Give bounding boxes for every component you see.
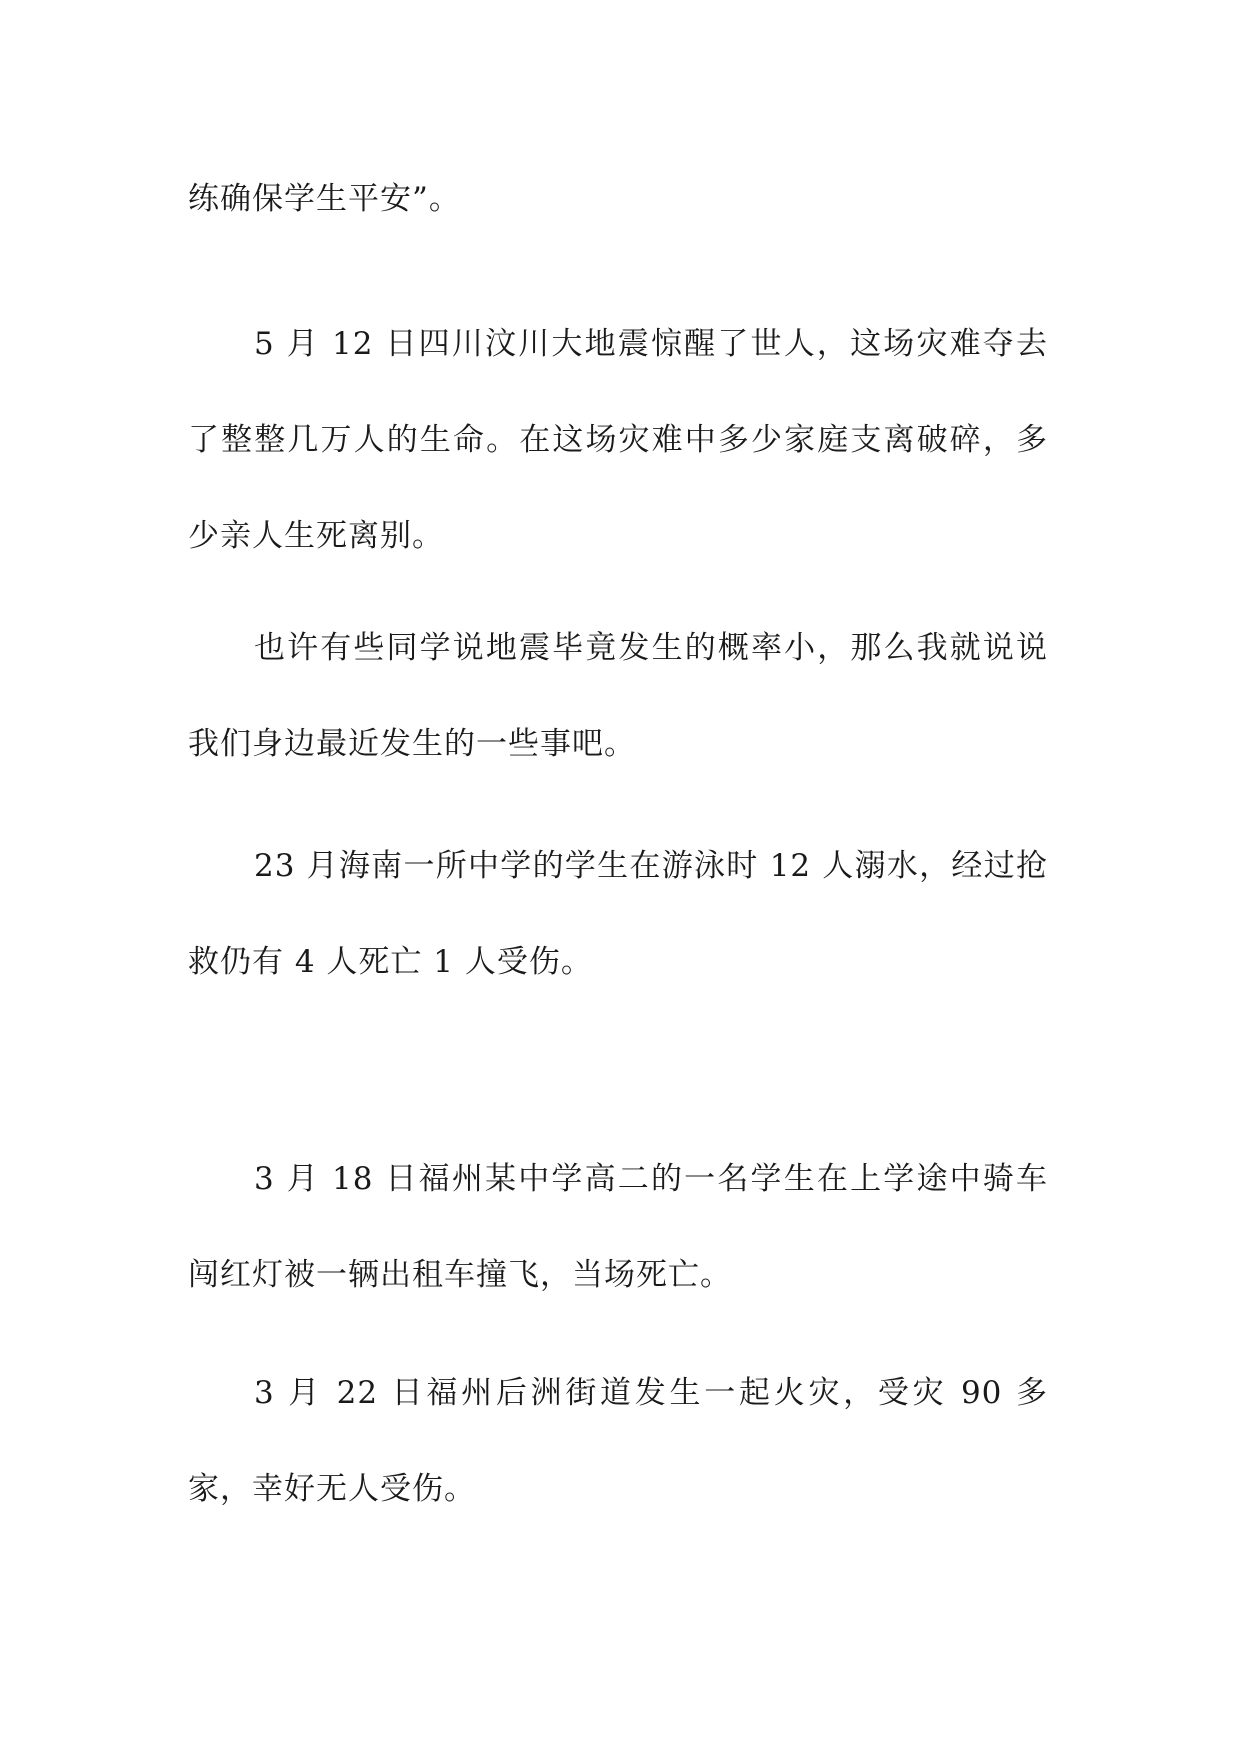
paragraph-continuation: 练确保学生平安”。 bbox=[188, 181, 461, 217]
paragraph-fuzhou-traffic: 3 月 18 日福州某中学高二的一名学生在上学途中骑车闯红灯被一辆出租车撞飞，当场死亡。 bbox=[188, 1161, 1048, 1293]
paragraph-fuzhou-fire: 3 月 22 日福州后洲街道发生一起火灾，受灾 90 多家，幸好无人受伤。 bbox=[188, 1375, 1048, 1507]
paragraph-hainan-drowning: 23 月海南一所中学的学生在游泳时 12 人溺水，经过抢救仍有 4 人死亡 1 人受伤。 bbox=[188, 848, 1048, 980]
paragraph-transition: 也许有些同学说地震毕竟发生的概率小，那么我就说说我们身边最近发生的一些事吧。 bbox=[188, 630, 1048, 762]
paragraph-wenchuan-earthquake: 5 月 12 日四川汶川大地震惊醒了世人，这场灾难夺去了整整几万人的生命。在这场灾难中多少家庭支离破碎，多少亲人生死离别。 bbox=[188, 326, 1048, 554]
